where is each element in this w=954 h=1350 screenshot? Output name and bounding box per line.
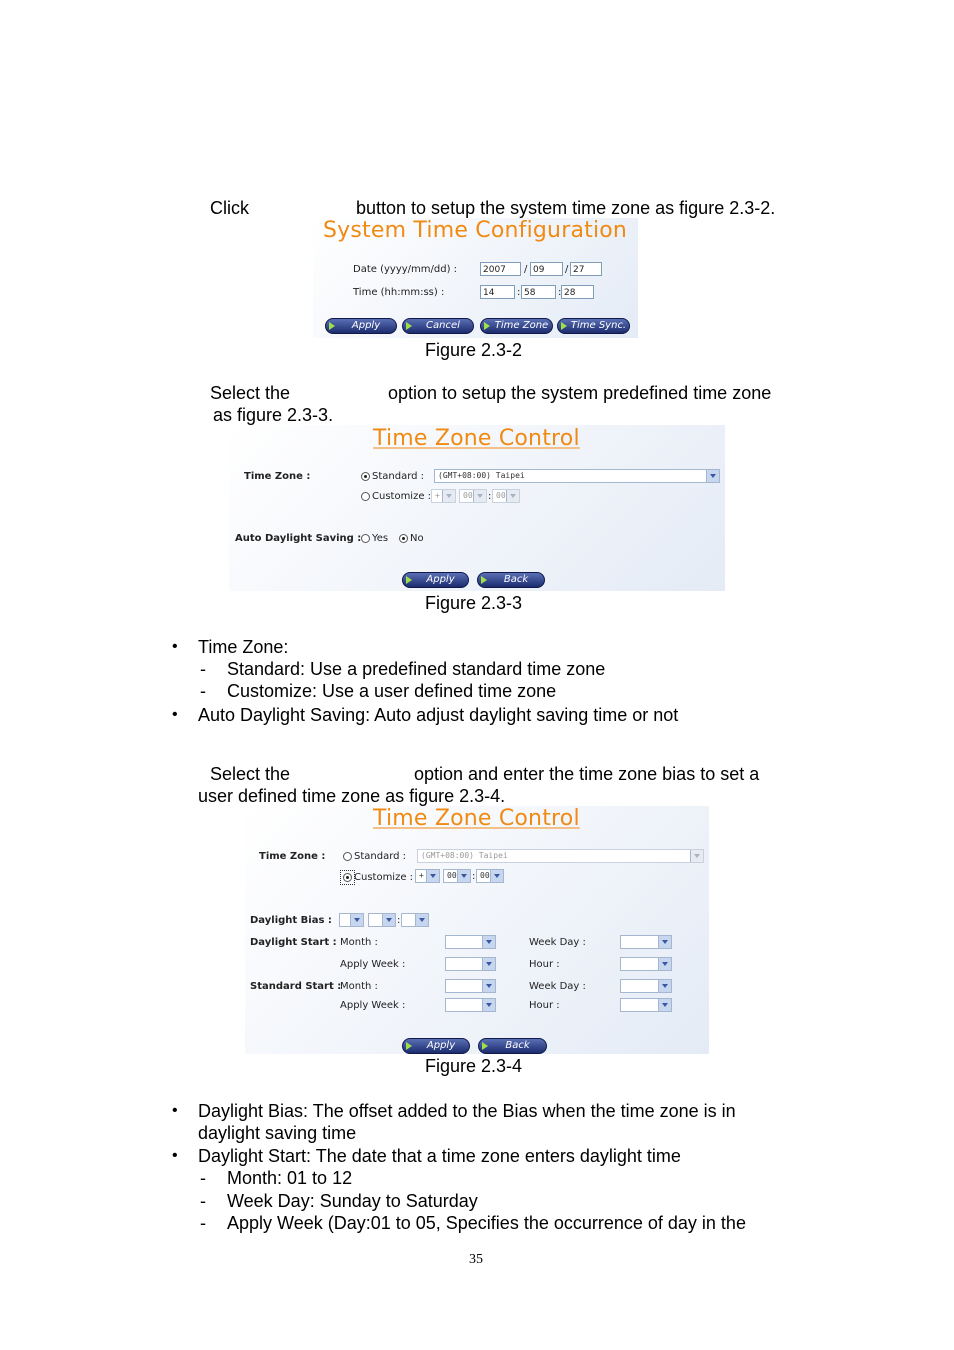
standard-hour-select[interactable] — [620, 998, 672, 1012]
standard-start-label: Standard Start : — [250, 981, 342, 992]
standard-radio[interactable] — [361, 472, 370, 481]
chevron-down-icon — [658, 936, 671, 948]
minute-value: 00 — [496, 491, 506, 500]
no-label: No — [410, 533, 424, 544]
chevron-down-icon — [490, 870, 503, 882]
date-sep-2: / — [565, 264, 569, 275]
time-zone-panel-standard — [229, 425, 725, 591]
time-zone-title: Time Zone Control — [373, 806, 580, 831]
standard-month-select[interactable] — [445, 979, 496, 993]
chevron-down-icon — [482, 936, 495, 948]
chevron-down-icon — [506, 490, 519, 502]
list-item-customize: Customize: Use a user defined time zone — [227, 681, 557, 701]
time-sync-button-label: Time Sync. — [570, 320, 627, 331]
bullet: • — [172, 1147, 178, 1164]
list-item-week-day: Week Day: Sunday to Saturday — [227, 1191, 478, 1211]
bias-sign-select[interactable] — [339, 913, 364, 927]
figure-caption-2-3-4: Figure 2.3-4 — [425, 1056, 523, 1076]
yes-label: Yes — [372, 533, 389, 544]
sign-select[interactable] — [415, 869, 440, 883]
daylight-applyweek-select[interactable] — [445, 957, 496, 971]
apply-button-label: Apply — [351, 320, 381, 331]
chevron-down-icon — [457, 870, 470, 882]
colon: : — [472, 871, 476, 882]
figure-caption-2-3-2: Figure 2.3-2 — [425, 340, 523, 360]
standard-label: Standard : — [372, 471, 425, 482]
apply-week-label: Apply Week : — [340, 959, 406, 970]
back-button[interactable] — [478, 1038, 547, 1054]
para3-text: option and enter the time zone bias to set a — [414, 764, 760, 784]
daylight-month-select[interactable] — [445, 935, 496, 949]
minute-input[interactable]: 58 — [521, 285, 556, 299]
apply-button[interactable] — [402, 1038, 470, 1054]
time-zone-label: Time Zone : — [244, 471, 311, 482]
back-button-label: Back — [503, 574, 529, 585]
sign-value: + — [419, 871, 424, 880]
hour-value: 00 — [447, 871, 457, 880]
customize-label: Customize : — [372, 491, 432, 502]
hour-label: Hour : — [529, 1000, 560, 1011]
bullet: • — [172, 706, 178, 723]
standard-timezone-value: (GMT+08:00) Taipei — [421, 851, 508, 860]
time-sep-2: : — [558, 287, 562, 298]
time-zone-panel-customize — [245, 806, 709, 1054]
month-label: Month : — [340, 981, 378, 992]
dash: - — [200, 1213, 206, 1233]
time-sep-1: : — [517, 287, 521, 298]
chevron-down-icon — [482, 958, 495, 970]
date-sep-1: / — [524, 264, 528, 275]
list-item-daylight-bias: Daylight Bias: The offset added to the Bias when the time zone is in — [198, 1101, 736, 1121]
standard-weekday-select[interactable] — [620, 979, 672, 993]
customize-label: Customize : — [354, 872, 414, 883]
list-item-daylight-start: Daylight Start: The date that a time zone enters daylight time — [198, 1146, 681, 1166]
apply-button[interactable] — [325, 318, 397, 334]
apply-button-label: Apply — [426, 574, 455, 585]
cancel-button[interactable] — [402, 318, 474, 334]
daylight-bias-label: Daylight Bias : — [250, 915, 332, 926]
dash: - — [200, 659, 206, 679]
sign-value: + — [435, 491, 440, 500]
para2-line2: as figure 2.3-3. — [213, 405, 334, 425]
chevron-down-icon — [482, 980, 495, 992]
colon: : — [488, 491, 492, 502]
cancel-button-label: Cancel — [426, 320, 460, 331]
daylight-start-label: Daylight Start : — [250, 937, 337, 948]
chevron-down-icon — [350, 914, 363, 926]
second-input[interactable]: 28 — [561, 285, 594, 299]
bias-hour-select[interactable] — [368, 913, 396, 927]
week-day-label: Week Day : — [529, 937, 586, 948]
standard-timezone-select[interactable] — [434, 469, 720, 483]
standard-applyweek-select[interactable] — [445, 998, 496, 1012]
para2-text: option to setup the system predefined time zone — [388, 383, 772, 403]
standard-timezone-select[interactable] — [417, 849, 704, 863]
time-zone-button-label: Time Zone — [494, 320, 549, 331]
hour-select[interactable] — [459, 489, 487, 503]
back-button-label: Back — [505, 1040, 530, 1051]
colon: : — [397, 915, 401, 926]
para1-text: button to setup the system time zone as figure 2.3-2. — [356, 198, 776, 218]
yes-radio[interactable] — [361, 534, 370, 543]
hour-value: 00 — [463, 491, 473, 500]
chevron-down-icon — [658, 980, 671, 992]
sign-select[interactable] — [431, 489, 456, 503]
standard-timezone-value: (GMT+08:00) Taipei — [438, 471, 525, 480]
hour-select[interactable] — [443, 869, 471, 883]
arrow-icon — [329, 321, 337, 331]
date-label: Date (yyyy/mm/dd) : — [353, 264, 458, 275]
standard-label: Standard : — [354, 851, 407, 862]
chevron-down-icon — [658, 999, 671, 1011]
chevron-down-icon — [426, 870, 439, 882]
daylight-hour-select[interactable] — [620, 957, 672, 971]
system-time-panel — [313, 218, 638, 338]
chevron-down-icon — [690, 850, 703, 862]
back-button[interactable] — [477, 572, 545, 588]
chevron-down-icon — [658, 958, 671, 970]
arrow-icon — [484, 321, 492, 331]
chevron-down-icon — [473, 490, 486, 502]
list-item-auto-daylight: Auto Daylight Saving: Auto adjust daylight saving time or not — [198, 705, 679, 725]
bullet: • — [172, 1102, 178, 1119]
para3-select: Select the — [210, 764, 291, 784]
time-zone-title: Time Zone Control — [373, 426, 580, 451]
standard-radio[interactable] — [343, 852, 352, 861]
week-day-label: Week Day : — [529, 981, 586, 992]
month-input[interactable]: 09 — [530, 262, 563, 276]
arrow-icon — [482, 1041, 490, 1051]
chevron-down-icon — [482, 999, 495, 1011]
para2-select: Select the — [210, 383, 291, 403]
bullet: • — [172, 638, 178, 655]
minute-select[interactable] — [492, 489, 520, 503]
time-zone-label: Time Zone : — [259, 851, 326, 862]
dash: - — [200, 1168, 206, 1188]
bias-minute-select[interactable] — [401, 913, 429, 927]
chevron-down-icon — [706, 470, 719, 482]
page-number: 35 — [469, 1252, 483, 1267]
para3-line2: user defined time zone as figure 2.3-4. — [198, 786, 506, 806]
arrow-icon — [406, 1041, 414, 1051]
list-item-daylight-bias-cont: daylight saving time — [198, 1123, 357, 1143]
arrow-icon — [561, 321, 569, 331]
chevron-down-icon — [382, 914, 395, 926]
day-input[interactable]: 27 — [570, 262, 602, 276]
chevron-down-icon — [415, 914, 428, 926]
daylight-weekday-select[interactable] — [620, 935, 672, 949]
apply-button[interactable] — [402, 572, 469, 588]
customize-radio[interactable] — [343, 873, 352, 882]
dash: - — [200, 1191, 206, 1211]
time-label: Time (hh:mm:ss) : — [353, 287, 445, 298]
year-input[interactable]: 2007 — [480, 262, 521, 276]
apply-week-label: Apply Week : — [340, 1000, 406, 1011]
month-label: Month : — [340, 937, 378, 948]
hour-label: Hour : — [529, 959, 560, 970]
arrow-icon — [406, 321, 414, 331]
no-radio[interactable] — [399, 534, 408, 543]
time-zone-button[interactable] — [480, 318, 553, 334]
list-item-apply-week: Apply Week (Day:01 to 05, Specifies the occurrence of day in the — [227, 1213, 746, 1233]
auto-daylight-label: Auto Daylight Saving : — [235, 533, 362, 544]
arrow-icon — [481, 575, 489, 585]
chevron-down-icon — [442, 490, 455, 502]
minute-value: 00 — [480, 871, 490, 880]
hour-input[interactable]: 14 — [480, 285, 515, 299]
list-item-month: Month: 01 to 12 — [227, 1168, 353, 1188]
customize-radio[interactable] — [361, 492, 370, 501]
para1-click: Click — [210, 198, 249, 218]
time-sync-button[interactable] — [557, 318, 630, 334]
list-item-standard: Standard: Use a predefined standard time zone — [227, 659, 606, 679]
minute-select[interactable] — [476, 869, 504, 883]
list-item-time-zone: Time Zone: — [198, 637, 289, 657]
dash: - — [200, 681, 206, 701]
apply-button-label: Apply — [426, 1040, 456, 1051]
figure-caption-2-3-3: Figure 2.3-3 — [425, 593, 523, 613]
arrow-icon — [406, 575, 414, 585]
system-time-title: System Time Configuration — [323, 218, 628, 243]
